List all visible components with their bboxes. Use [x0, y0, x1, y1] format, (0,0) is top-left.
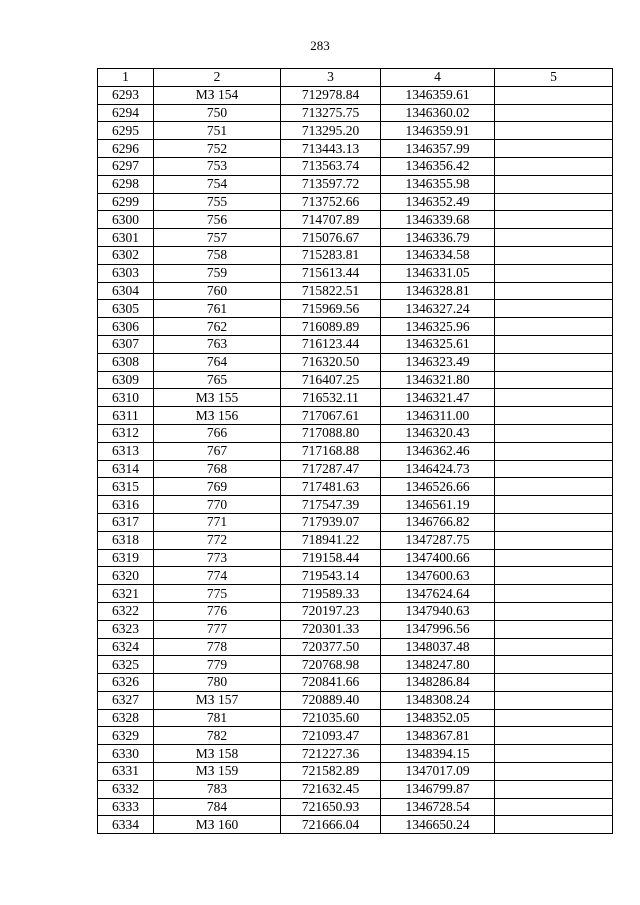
point-name-cell: МЗ 156: [154, 407, 281, 425]
x-coordinate-cell: 721632.45: [281, 780, 381, 798]
y-coordinate-cell: 1346526.66: [381, 478, 495, 496]
row-number-cell: 6324: [98, 638, 154, 656]
row-number-cell: 6312: [98, 424, 154, 442]
note-cell: [495, 602, 613, 620]
point-name-cell: 767: [154, 442, 281, 460]
note-cell: [495, 745, 613, 763]
x-coordinate-cell: 717168.88: [281, 442, 381, 460]
y-coordinate-cell: 1346650.24: [381, 816, 495, 834]
point-name-cell: 760: [154, 282, 281, 300]
row-number-cell: 6302: [98, 246, 154, 264]
point-name-cell: 761: [154, 300, 281, 318]
y-coordinate-cell: 1346339.68: [381, 211, 495, 229]
point-name-cell: 775: [154, 585, 281, 603]
row-number-cell: 6327: [98, 691, 154, 709]
point-name-cell: 776: [154, 602, 281, 620]
table-row: [98, 86, 613, 104]
point-name-cell: 757: [154, 229, 281, 247]
table-row: [98, 763, 613, 781]
note-cell: [495, 318, 613, 336]
table-row: [98, 211, 613, 229]
coordinates-table: [97, 68, 613, 834]
point-name-cell: 755: [154, 193, 281, 211]
row-number-cell: 6294: [98, 104, 154, 122]
note-cell: [495, 282, 613, 300]
note-cell: [495, 531, 613, 549]
x-coordinate-cell: 720889.40: [281, 691, 381, 709]
note-cell: [495, 780, 613, 798]
point-name-cell: 769: [154, 478, 281, 496]
row-number-cell: 6318: [98, 531, 154, 549]
y-coordinate-cell: 1346360.02: [381, 104, 495, 122]
row-number-cell: 6297: [98, 157, 154, 175]
x-coordinate-cell: 713597.72: [281, 175, 381, 193]
y-coordinate-cell: 1346336.79: [381, 229, 495, 247]
row-number-cell: 6334: [98, 816, 154, 834]
x-coordinate-cell: 713275.75: [281, 104, 381, 122]
table-row: [98, 780, 613, 798]
y-coordinate-cell: 1348037.48: [381, 638, 495, 656]
point-name-cell: 756: [154, 211, 281, 229]
header-cell-5: 5: [495, 69, 613, 87]
x-coordinate-cell: 716407.25: [281, 371, 381, 389]
row-number-cell: 6300: [98, 211, 154, 229]
note-cell: [495, 389, 613, 407]
row-number-cell: 6303: [98, 264, 154, 282]
note-cell: [495, 424, 613, 442]
point-name-cell: 777: [154, 620, 281, 638]
table-body: [98, 69, 613, 834]
table-row: [98, 709, 613, 727]
table-row: [98, 567, 613, 585]
table-row: [98, 300, 613, 318]
note-cell: [495, 211, 613, 229]
point-name-cell: 778: [154, 638, 281, 656]
y-coordinate-cell: 1347996.56: [381, 620, 495, 638]
row-number-cell: 6329: [98, 727, 154, 745]
x-coordinate-cell: 720377.50: [281, 638, 381, 656]
x-coordinate-cell: 716089.89: [281, 318, 381, 336]
note-cell: [495, 549, 613, 567]
table-row: [98, 798, 613, 816]
point-name-cell: 770: [154, 496, 281, 514]
point-name-cell: 773: [154, 549, 281, 567]
y-coordinate-cell: 1346352.49: [381, 193, 495, 211]
table-row: [98, 264, 613, 282]
y-coordinate-cell: 1346325.61: [381, 335, 495, 353]
point-name-cell: 750: [154, 104, 281, 122]
table-row: [98, 246, 613, 264]
point-name-cell: 783: [154, 780, 281, 798]
point-name-cell: 772: [154, 531, 281, 549]
note-cell: [495, 460, 613, 478]
note-cell: [495, 691, 613, 709]
x-coordinate-cell: 715969.56: [281, 300, 381, 318]
header-cell-1: 1: [98, 69, 154, 87]
table-row: [98, 335, 613, 353]
note-cell: [495, 229, 613, 247]
note-cell: [495, 175, 613, 193]
point-name-cell: МЗ 160: [154, 816, 281, 834]
note-cell: [495, 567, 613, 585]
point-name-cell: 751: [154, 122, 281, 140]
point-name-cell: 754: [154, 175, 281, 193]
row-number-cell: 6306: [98, 318, 154, 336]
point-name-cell: 763: [154, 335, 281, 353]
x-coordinate-cell: 716320.50: [281, 353, 381, 371]
x-coordinate-cell: 717067.61: [281, 407, 381, 425]
x-coordinate-cell: 713295.20: [281, 122, 381, 140]
x-coordinate-cell: 721093.47: [281, 727, 381, 745]
row-number-cell: 6299: [98, 193, 154, 211]
y-coordinate-cell: 1346323.49: [381, 353, 495, 371]
x-coordinate-cell: 721582.89: [281, 763, 381, 781]
row-number-cell: 6305: [98, 300, 154, 318]
table-row: [98, 496, 613, 514]
table-row: [98, 353, 613, 371]
row-number-cell: 6326: [98, 674, 154, 692]
row-number-cell: 6321: [98, 585, 154, 603]
row-number-cell: 6332: [98, 780, 154, 798]
point-name-cell: 784: [154, 798, 281, 816]
x-coordinate-cell: 719589.33: [281, 585, 381, 603]
point-name-cell: 782: [154, 727, 281, 745]
note-cell: [495, 674, 613, 692]
x-coordinate-cell: 720197.23: [281, 602, 381, 620]
row-number-cell: 6309: [98, 371, 154, 389]
table-row: [98, 318, 613, 336]
note-cell: [495, 140, 613, 158]
y-coordinate-cell: 1346561.19: [381, 496, 495, 514]
table-row: [98, 638, 613, 656]
x-coordinate-cell: 721227.36: [281, 745, 381, 763]
y-coordinate-cell: 1346357.99: [381, 140, 495, 158]
row-number-cell: 6311: [98, 407, 154, 425]
table-row: [98, 620, 613, 638]
point-name-cell: 781: [154, 709, 281, 727]
y-coordinate-cell: 1348367.81: [381, 727, 495, 745]
row-number-cell: 6298: [98, 175, 154, 193]
point-name-cell: 771: [154, 513, 281, 531]
note-cell: [495, 478, 613, 496]
x-coordinate-cell: 717939.07: [281, 513, 381, 531]
y-coordinate-cell: 1348286.84: [381, 674, 495, 692]
y-coordinate-cell: 1346321.47: [381, 389, 495, 407]
point-name-cell: 762: [154, 318, 281, 336]
note-cell: [495, 86, 613, 104]
row-number-cell: 6331: [98, 763, 154, 781]
note-cell: [495, 335, 613, 353]
x-coordinate-cell: 713752.66: [281, 193, 381, 211]
x-coordinate-cell: 719543.14: [281, 567, 381, 585]
row-number-cell: 6319: [98, 549, 154, 567]
note-cell: [495, 656, 613, 674]
table-row: [98, 478, 613, 496]
table-row: [98, 442, 613, 460]
x-coordinate-cell: 720768.98: [281, 656, 381, 674]
y-coordinate-cell: 1346355.98: [381, 175, 495, 193]
header-cell-4: 4: [381, 69, 495, 87]
note-cell: [495, 122, 613, 140]
note-cell: [495, 585, 613, 603]
note-cell: [495, 442, 613, 460]
row-number-cell: 6314: [98, 460, 154, 478]
y-coordinate-cell: 1346325.96: [381, 318, 495, 336]
row-number-cell: 6323: [98, 620, 154, 638]
note-cell: [495, 496, 613, 514]
table-row: [98, 193, 613, 211]
table-row: [98, 727, 613, 745]
note-cell: [495, 763, 613, 781]
table-row: [98, 460, 613, 478]
x-coordinate-cell: 721035.60: [281, 709, 381, 727]
y-coordinate-cell: 1346362.46: [381, 442, 495, 460]
table-row: [98, 513, 613, 531]
table-row: [98, 656, 613, 674]
x-coordinate-cell: 715613.44: [281, 264, 381, 282]
table-row: [98, 407, 613, 425]
row-number-cell: 6325: [98, 656, 154, 674]
y-coordinate-cell: 1346320.43: [381, 424, 495, 442]
table-row: [98, 745, 613, 763]
y-coordinate-cell: 1346799.87: [381, 780, 495, 798]
row-number-cell: 6308: [98, 353, 154, 371]
x-coordinate-cell: 721650.93: [281, 798, 381, 816]
row-number-cell: 6310: [98, 389, 154, 407]
x-coordinate-cell: 715076.67: [281, 229, 381, 247]
x-coordinate-cell: 719158.44: [281, 549, 381, 567]
row-number-cell: 6328: [98, 709, 154, 727]
point-name-cell: 759: [154, 264, 281, 282]
point-name-cell: 765: [154, 371, 281, 389]
y-coordinate-cell: 1347017.09: [381, 763, 495, 781]
note-cell: [495, 371, 613, 389]
note-cell: [495, 620, 613, 638]
row-number-cell: 6295: [98, 122, 154, 140]
point-name-cell: 774: [154, 567, 281, 585]
row-number-cell: 6293: [98, 86, 154, 104]
note-cell: [495, 709, 613, 727]
row-number-cell: 6316: [98, 496, 154, 514]
point-name-cell: МЗ 159: [154, 763, 281, 781]
point-name-cell: 753: [154, 157, 281, 175]
table-row: [98, 104, 613, 122]
point-name-cell: МЗ 157: [154, 691, 281, 709]
x-coordinate-cell: 715283.81: [281, 246, 381, 264]
x-coordinate-cell: 717481.63: [281, 478, 381, 496]
y-coordinate-cell: 1346766.82: [381, 513, 495, 531]
table-row: [98, 157, 613, 175]
point-name-cell: МЗ 158: [154, 745, 281, 763]
y-coordinate-cell: 1348247.80: [381, 656, 495, 674]
table-row: [98, 816, 613, 834]
table-row: [98, 175, 613, 193]
row-number-cell: 6315: [98, 478, 154, 496]
table-row: [98, 282, 613, 300]
row-number-cell: 6313: [98, 442, 154, 460]
y-coordinate-cell: 1346311.00: [381, 407, 495, 425]
point-name-cell: 768: [154, 460, 281, 478]
table-row: [98, 549, 613, 567]
header-cell-3: 3: [281, 69, 381, 87]
x-coordinate-cell: 718941.22: [281, 531, 381, 549]
table-row: [98, 674, 613, 692]
row-number-cell: 6301: [98, 229, 154, 247]
row-number-cell: 6304: [98, 282, 154, 300]
note-cell: [495, 798, 613, 816]
y-coordinate-cell: 1346424.73: [381, 460, 495, 478]
point-name-cell: МЗ 154: [154, 86, 281, 104]
y-coordinate-cell: 1346331.05: [381, 264, 495, 282]
note-cell: [495, 246, 613, 264]
point-name-cell: 764: [154, 353, 281, 371]
table-row: [98, 424, 613, 442]
y-coordinate-cell: 1348394.15: [381, 745, 495, 763]
x-coordinate-cell: 712978.84: [281, 86, 381, 104]
x-coordinate-cell: 716123.44: [281, 335, 381, 353]
y-coordinate-cell: 1346359.61: [381, 86, 495, 104]
note-cell: [495, 300, 613, 318]
header-row: [98, 69, 613, 87]
point-name-cell: 752: [154, 140, 281, 158]
x-coordinate-cell: 717088.80: [281, 424, 381, 442]
note-cell: [495, 353, 613, 371]
y-coordinate-cell: 1346356.42: [381, 157, 495, 175]
row-number-cell: 6322: [98, 602, 154, 620]
x-coordinate-cell: 721666.04: [281, 816, 381, 834]
table-row: [98, 229, 613, 247]
row-number-cell: 6317: [98, 513, 154, 531]
x-coordinate-cell: 713563.74: [281, 157, 381, 175]
note-cell: [495, 157, 613, 175]
row-number-cell: 6333: [98, 798, 154, 816]
table-row: [98, 691, 613, 709]
y-coordinate-cell: 1346359.91: [381, 122, 495, 140]
note-cell: [495, 727, 613, 745]
header-cell-2: 2: [154, 69, 281, 87]
note-cell: [495, 264, 613, 282]
row-number-cell: 6320: [98, 567, 154, 585]
x-coordinate-cell: 720301.33: [281, 620, 381, 638]
y-coordinate-cell: 1348308.24: [381, 691, 495, 709]
y-coordinate-cell: 1346327.24: [381, 300, 495, 318]
x-coordinate-cell: 717547.39: [281, 496, 381, 514]
row-number-cell: 6307: [98, 335, 154, 353]
table-row: [98, 585, 613, 603]
x-coordinate-cell: 716532.11: [281, 389, 381, 407]
y-coordinate-cell: 1346334.58: [381, 246, 495, 264]
note-cell: [495, 513, 613, 531]
table-row: [98, 122, 613, 140]
y-coordinate-cell: 1346321.80: [381, 371, 495, 389]
x-coordinate-cell: 717287.47: [281, 460, 381, 478]
table-row: [98, 602, 613, 620]
y-coordinate-cell: 1347600.63: [381, 567, 495, 585]
x-coordinate-cell: 715822.51: [281, 282, 381, 300]
note-cell: [495, 193, 613, 211]
table-row: [98, 140, 613, 158]
table-row: [98, 531, 613, 549]
point-name-cell: МЗ 155: [154, 389, 281, 407]
y-coordinate-cell: 1346328.81: [381, 282, 495, 300]
table-row: [98, 389, 613, 407]
x-coordinate-cell: 713443.13: [281, 140, 381, 158]
x-coordinate-cell: 720841.66: [281, 674, 381, 692]
y-coordinate-cell: 1348352.05: [381, 709, 495, 727]
page-number: 283: [310, 38, 330, 53]
point-name-cell: 758: [154, 246, 281, 264]
point-name-cell: 780: [154, 674, 281, 692]
note-cell: [495, 638, 613, 656]
note-cell: [495, 407, 613, 425]
y-coordinate-cell: 1346728.54: [381, 798, 495, 816]
row-number-cell: 6296: [98, 140, 154, 158]
y-coordinate-cell: 1347287.75: [381, 531, 495, 549]
point-name-cell: 766: [154, 424, 281, 442]
y-coordinate-cell: 1347400.66: [381, 549, 495, 567]
table-row: [98, 371, 613, 389]
y-coordinate-cell: 1347940.63: [381, 602, 495, 620]
row-number-cell: 6330: [98, 745, 154, 763]
x-coordinate-cell: 714707.89: [281, 211, 381, 229]
note-cell: [495, 816, 613, 834]
y-coordinate-cell: 1347624.64: [381, 585, 495, 603]
note-cell: [495, 104, 613, 122]
point-name-cell: 779: [154, 656, 281, 674]
